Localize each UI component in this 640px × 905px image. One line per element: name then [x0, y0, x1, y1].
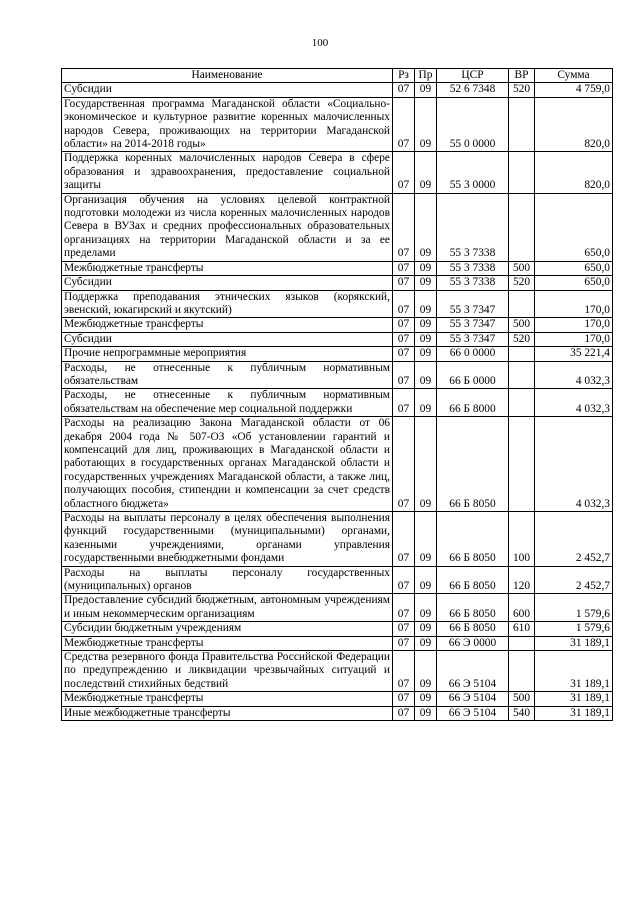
row-pr: 09: [415, 636, 437, 650]
row-pr: 09: [415, 706, 437, 720]
table-header-row: [62, 69, 613, 83]
table-row: [62, 636, 613, 650]
row-vr: 500: [509, 261, 535, 275]
header-name: Наименование: [62, 69, 393, 83]
row-csr: 55 0 0000: [437, 97, 509, 152]
row-rz: 07: [393, 417, 415, 512]
table-row: [62, 417, 613, 512]
row-rz: 07: [393, 261, 415, 275]
row-name: Иные межбюджетные трансферты: [62, 706, 393, 720]
row-sum: 31 189,1: [535, 636, 613, 650]
row-name: Межбюджетные трансферты: [62, 318, 393, 332]
row-name: Средства резервного фонда Правительства Российской Федерации по предупреждению и ликвидации чрезвычайных ситуаций и последствий стихийных бедствий: [62, 651, 393, 692]
row-vr: [509, 361, 535, 389]
row-vr: 520: [509, 332, 535, 346]
row-sum: 1 579,6: [535, 594, 613, 622]
row-vr: 520: [509, 83, 535, 97]
row-sum: 35 221,4: [535, 347, 613, 361]
row-csr: 66 Б 8050: [437, 512, 509, 567]
row-name: Прочие непрограммные мероприятия: [62, 347, 393, 361]
row-csr: 66 Э 5104: [437, 692, 509, 706]
table-row: [62, 261, 613, 275]
row-rz: 07: [393, 706, 415, 720]
row-csr: 55 3 7338: [437, 193, 509, 261]
table-row: [62, 332, 613, 346]
row-vr: 100: [509, 512, 535, 567]
row-pr: 09: [415, 389, 437, 417]
row-name: Государственная программа Магаданской области «Социально-экономическое и культурное развитие коренных малочисленных народов Севера, проживающих на территории Магаданской области» на 2014-2018 годы»: [62, 97, 393, 152]
table-row: [62, 290, 613, 318]
row-rz: 07: [393, 97, 415, 152]
row-csr: 66 Э 5104: [437, 651, 509, 692]
row-sum: 820,0: [535, 97, 613, 152]
row-rz: 07: [393, 651, 415, 692]
row-rz: 07: [393, 512, 415, 567]
header-pr: Пр: [415, 69, 437, 83]
row-rz: 07: [393, 332, 415, 346]
row-vr: 500: [509, 318, 535, 332]
row-pr: 09: [415, 276, 437, 290]
row-sum: 1 579,6: [535, 622, 613, 636]
row-pr: 09: [415, 361, 437, 389]
row-csr: 55 3 7347: [437, 318, 509, 332]
row-sum: 170,0: [535, 332, 613, 346]
row-csr: 55 3 7338: [437, 261, 509, 275]
row-vr: 520: [509, 276, 535, 290]
row-pr: 09: [415, 318, 437, 332]
row-csr: 66 Б 0000: [437, 361, 509, 389]
page-number: 100: [311, 37, 329, 49]
row-vr: 600: [509, 594, 535, 622]
row-name: Субсидии бюджетным учреждениям: [62, 622, 393, 636]
row-vr: [509, 417, 535, 512]
table-row: [62, 512, 613, 567]
row-csr: 66 Б 8050: [437, 417, 509, 512]
row-name: Расходы, не отнесенные к публичным нормативным обязательствам на обеспечение мер социальной поддержки: [62, 389, 393, 417]
row-name: Межбюджетные трансферты: [62, 261, 393, 275]
row-pr: 09: [415, 97, 437, 152]
header-vr: ВР: [509, 69, 535, 83]
row-rz: 07: [393, 193, 415, 261]
row-rz: 07: [393, 636, 415, 650]
table-row: [62, 193, 613, 261]
row-csr: 66 Б 8050: [437, 622, 509, 636]
header-csr: ЦСР: [437, 69, 509, 83]
row-pr: 09: [415, 290, 437, 318]
row-csr: 66 Э 5104: [437, 706, 509, 720]
row-csr: 66 0 0000: [437, 347, 509, 361]
row-rz: 07: [393, 622, 415, 636]
table-row: [62, 594, 613, 622]
row-vr: 120: [509, 566, 535, 594]
row-vr: [509, 193, 535, 261]
row-pr: 09: [415, 347, 437, 361]
row-pr: 09: [415, 261, 437, 275]
row-pr: 09: [415, 512, 437, 567]
row-sum: 170,0: [535, 318, 613, 332]
row-pr: 09: [415, 594, 437, 622]
row-vr: 540: [509, 706, 535, 720]
row-name: Поддержка преподавания этнических языков (корякский, эвенский, юкагирский и якутский): [62, 290, 393, 318]
row-name: Расходы на реализацию Закона Магаданской области от 06 декабря 2004 года № 507-ОЗ «Об установлении гарантий и компенсаций для лиц, проживающих в Магаданской области и работающих в государственных органах Магаданской области и государственных учреждениях Магаданской области, а также лиц, получающих пособия, стипендии и компенсации за счет средств областного бюджета»: [62, 417, 393, 512]
row-sum: 650,0: [535, 276, 613, 290]
row-pr: 09: [415, 566, 437, 594]
row-rz: 07: [393, 692, 415, 706]
row-vr: [509, 347, 535, 361]
row-sum: 170,0: [535, 290, 613, 318]
table-row: [62, 97, 613, 152]
row-sum: 650,0: [535, 261, 613, 275]
row-vr: [509, 636, 535, 650]
row-pr: 09: [415, 152, 437, 193]
row-rz: 07: [393, 389, 415, 417]
row-vr: [509, 97, 535, 152]
row-rz: 07: [393, 566, 415, 594]
table-row: [62, 706, 613, 720]
row-vr: [509, 651, 535, 692]
row-pr: 09: [415, 83, 437, 97]
row-sum: 4 032,3: [535, 417, 613, 512]
table-row: [62, 361, 613, 389]
row-sum: 4 759,0: [535, 83, 613, 97]
table-row: [62, 651, 613, 692]
row-sum: 4 032,3: [535, 389, 613, 417]
row-rz: 07: [393, 290, 415, 318]
row-name: Субсидии: [62, 83, 393, 97]
row-name: Межбюджетные трансферты: [62, 692, 393, 706]
row-sum: 2 452,7: [535, 566, 613, 594]
table-row: [62, 347, 613, 361]
row-vr: [509, 290, 535, 318]
row-pr: 09: [415, 651, 437, 692]
row-pr: 09: [415, 193, 437, 261]
row-sum: 2 452,7: [535, 512, 613, 567]
row-csr: 52 6 7348: [437, 83, 509, 97]
budget-table: [61, 68, 613, 721]
row-name: Расходы на выплаты персоналу государственных (муниципальных) органов: [62, 566, 393, 594]
row-name: Субсидии: [62, 332, 393, 346]
table-row: [62, 566, 613, 594]
table-row: [62, 152, 613, 193]
table-row: [62, 622, 613, 636]
row-pr: 09: [415, 417, 437, 512]
table-row: [62, 318, 613, 332]
row-sum: 4 032,3: [535, 361, 613, 389]
table-row: [62, 389, 613, 417]
row-rz: 07: [393, 347, 415, 361]
row-vr: [509, 152, 535, 193]
row-rz: 07: [393, 83, 415, 97]
table-row: [62, 692, 613, 706]
row-vr: 610: [509, 622, 535, 636]
row-name: Предоставление субсидий бюджетным, автономным учреждениям и иным некоммерческим организациям: [62, 594, 393, 622]
row-sum: 31 189,1: [535, 651, 613, 692]
row-sum: 650,0: [535, 193, 613, 261]
row-pr: 09: [415, 332, 437, 346]
row-rz: 07: [393, 361, 415, 389]
row-pr: 09: [415, 692, 437, 706]
table-row: [62, 83, 613, 97]
row-name: Расходы на выплаты персоналу в целях обеспечения выполнения функций государственными (муниципальными) органами, казенными учреждениями, органами управления государственными внебюджетными фондами: [62, 512, 393, 567]
row-csr: 66 Э 0000: [437, 636, 509, 650]
row-name: Субсидии: [62, 276, 393, 290]
table-row: [62, 276, 613, 290]
row-csr: 55 3 7338: [437, 276, 509, 290]
row-csr: 66 Б 8050: [437, 566, 509, 594]
row-rz: 07: [393, 276, 415, 290]
row-csr: 55 3 7347: [437, 332, 509, 346]
row-csr: 66 Б 8050: [437, 594, 509, 622]
row-name: Межбюджетные трансферты: [62, 636, 393, 650]
row-name: Организация обучения на условиях целевой контрактной подготовки молодежи из числа коренных малочисленных народов Севера в ВУЗах и средних профессиональных образовательных организациях на территории Магаданской области и за ее пределами: [62, 193, 393, 261]
row-csr: 66 Б 8000: [437, 389, 509, 417]
row-sum: 820,0: [535, 152, 613, 193]
row-name: Поддержка коренных малочисленных народов Севера в сфере образования и здравоохранения, предоставление социальной защиты: [62, 152, 393, 193]
header-sum: Сумма: [535, 69, 613, 83]
row-vr: [509, 389, 535, 417]
row-sum: 31 189,1: [535, 692, 613, 706]
row-rz: 07: [393, 318, 415, 332]
row-pr: 09: [415, 622, 437, 636]
row-rz: 07: [393, 594, 415, 622]
header-rz: Рз: [393, 69, 415, 83]
row-name: Расходы, не отнесенные к публичным нормативным обязательствам: [62, 361, 393, 389]
row-vr: 500: [509, 692, 535, 706]
row-sum: 31 189,1: [535, 706, 613, 720]
row-rz: 07: [393, 152, 415, 193]
row-csr: 55 3 7347: [437, 290, 509, 318]
row-csr: 55 3 0000: [437, 152, 509, 193]
